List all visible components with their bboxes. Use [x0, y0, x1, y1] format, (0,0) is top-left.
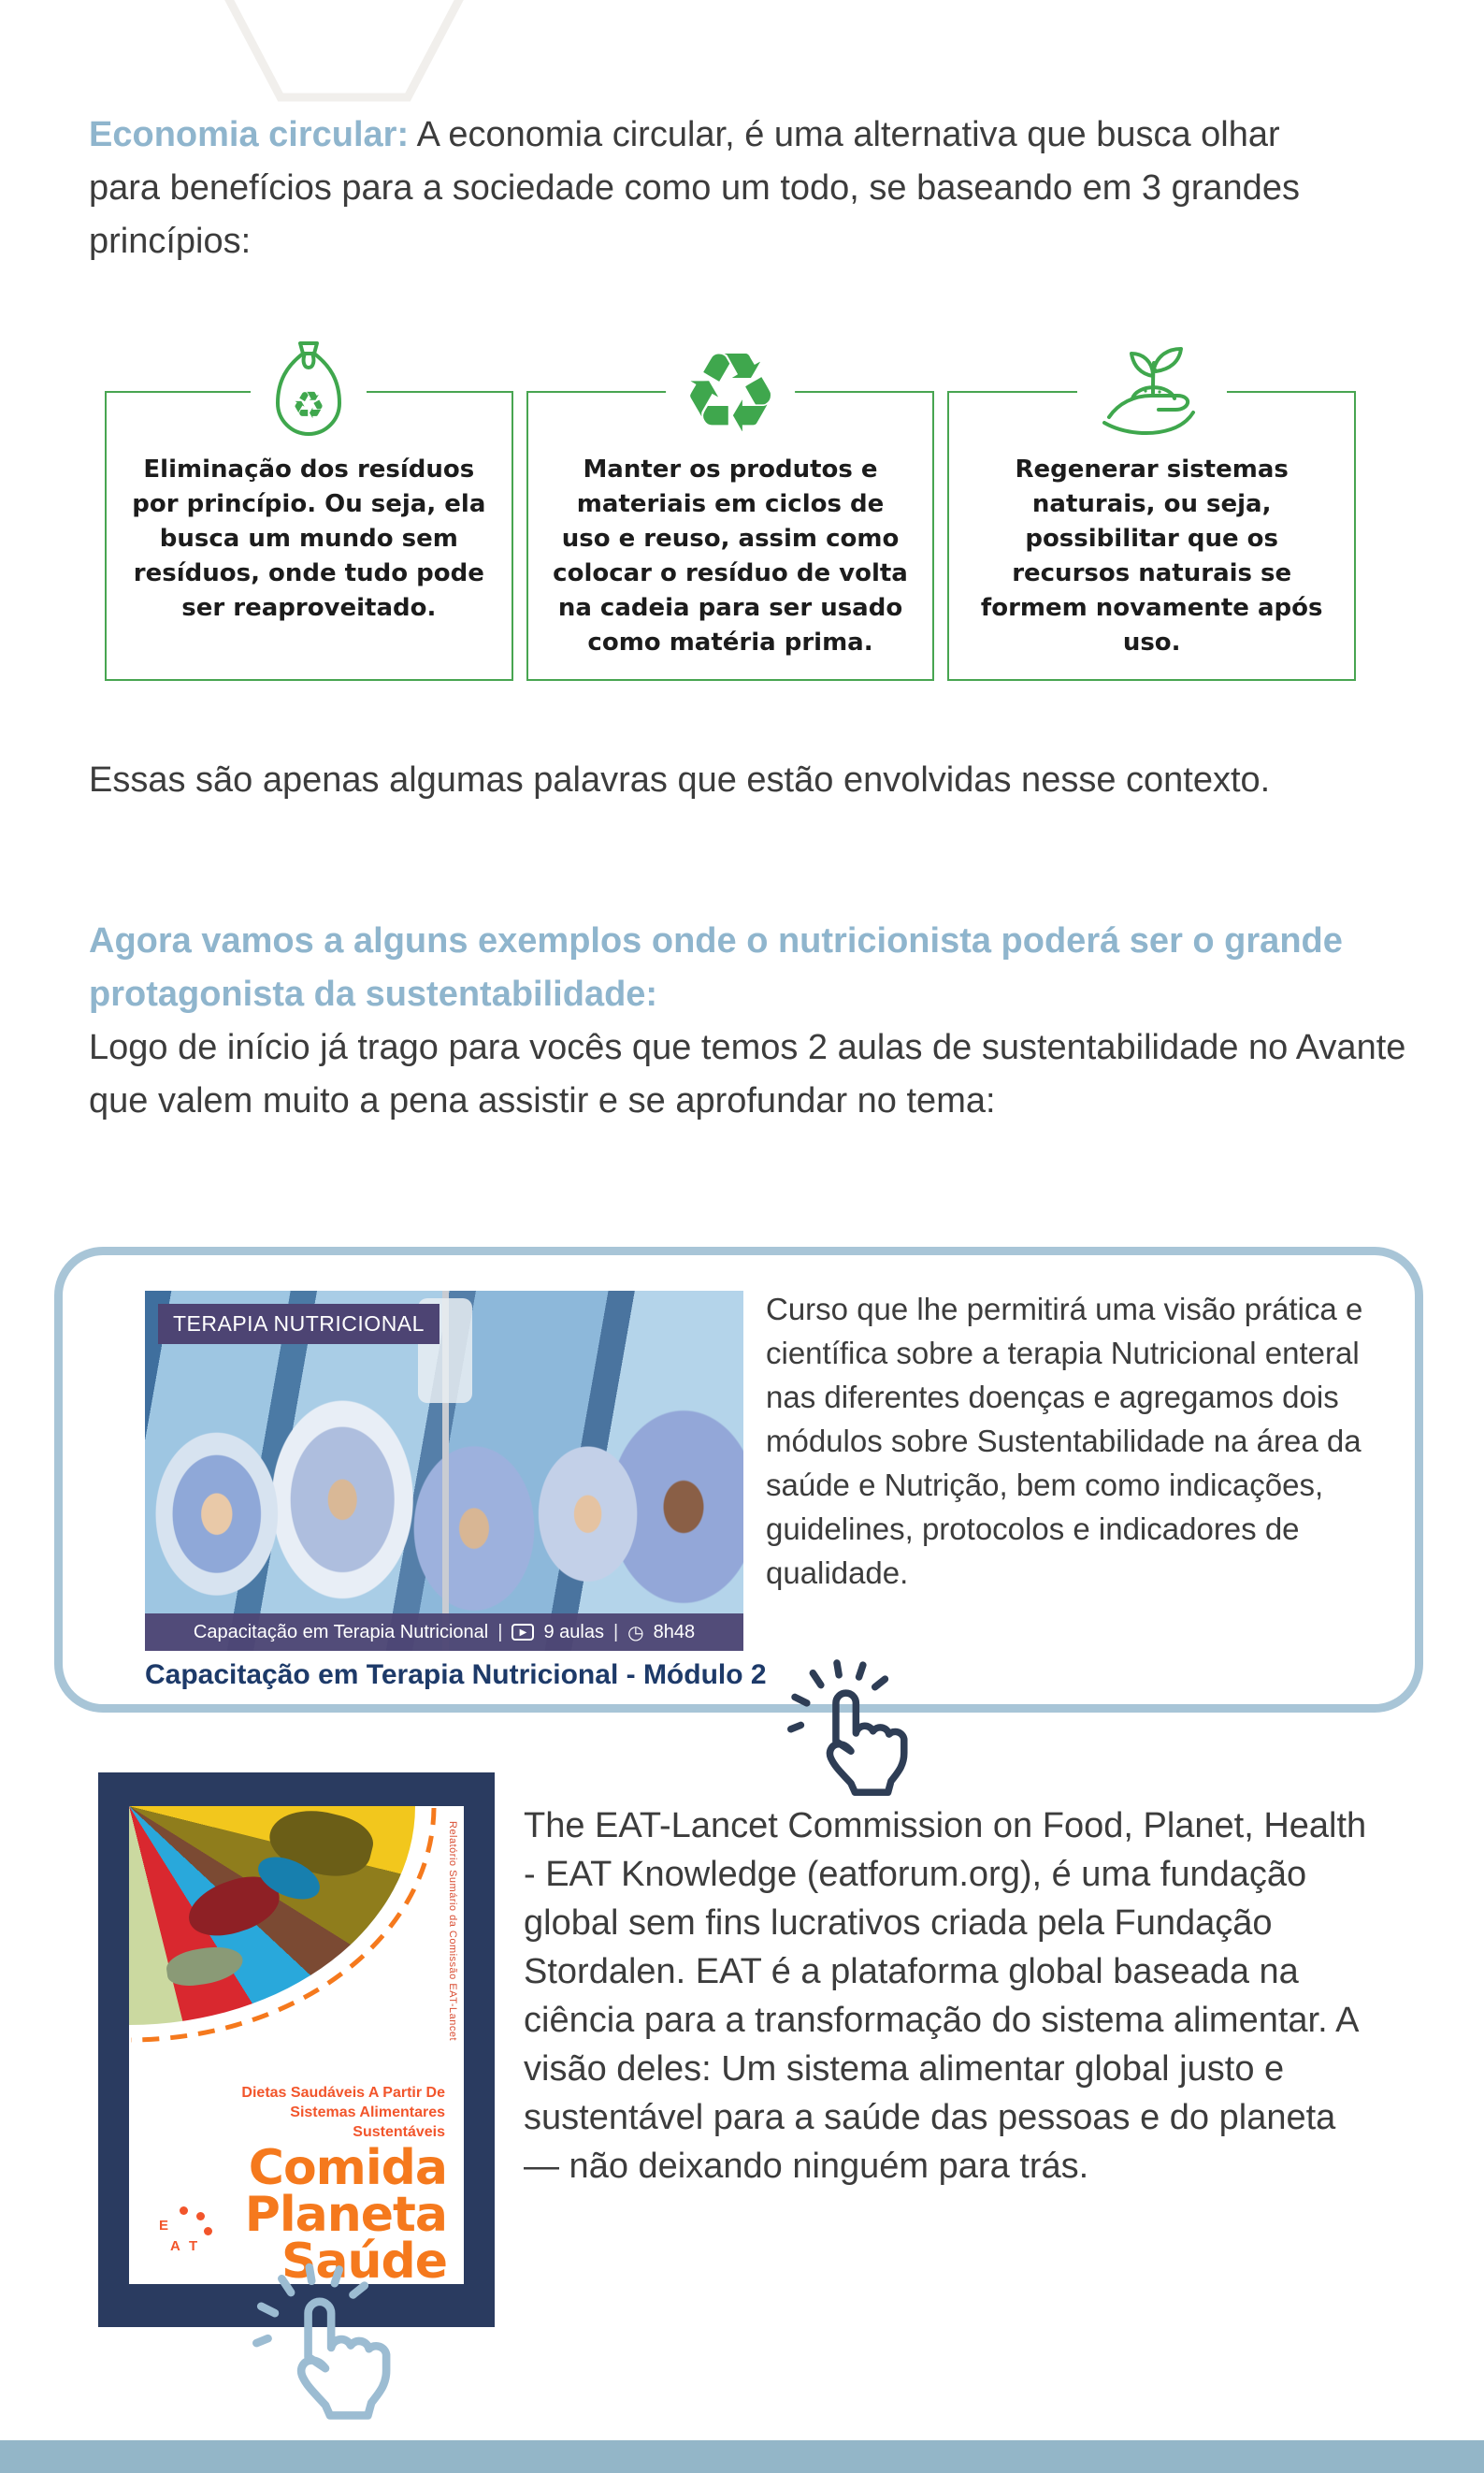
book-cover	[129, 1806, 464, 2284]
principles-row	[105, 328, 1356, 681]
clock-icon: ◷	[627, 1622, 644, 1643]
svg-text:♻: ♻	[292, 384, 326, 427]
course-photo	[145, 1291, 743, 1651]
click-hand-icon[interactable]	[790, 1663, 912, 1803]
meta-duration: 8h48	[653, 1621, 696, 1642]
meta-separator: |	[497, 1621, 503, 1642]
course-caption-link[interactable]: Capacitação em Terapia Nutricional - Módulo 2	[145, 1659, 767, 1690]
recycle-arrows-icon: ♻	[666, 335, 795, 451]
bottom-bar	[0, 2440, 1484, 2473]
course-photo-meta-bar	[145, 1613, 743, 1651]
intro-paragraph	[89, 108, 1347, 268]
book-comida-planeta-saude[interactable]	[98, 1772, 495, 2327]
book-subtitle: Dietas Saudáveis A Partir De Sistemas Alimentares Sustentáveis	[241, 2085, 445, 2140]
principle-box-regenerate-nature	[947, 391, 1356, 681]
examples-intro: Logo de início já trago para vocês que temos 2 aulas de sustentabilidade no Avante que valem muito a pena assistir e se aprofundar no tema:	[89, 1028, 1406, 1121]
eat-logo: E A T	[157, 2206, 223, 2259]
course-description: Curso que lhe permitirá uma visão prática e científica sobre a terapia Nutricional enteral nas diferentes doenças e agregamos dois módulos sobre Sustentabilidade na área da saúde e Nutrição, bem como indicações, guidelines, protocolos e indicadores de qualidade.	[766, 1292, 1363, 1590]
play-icon: ▶	[511, 1624, 534, 1641]
middle-note: Essas são apenas algumas palavras que estão envolvidas nesse contexto.	[89, 760, 1271, 800]
intro-text: A economia circular, é uma alternativa que busca olhar para benefícios para a sociedade como um todo, se baseando em 3 grandes princípios:	[89, 115, 1300, 261]
book-title	[244, 2140, 447, 2284]
principle-text: Regenerar sistemas naturais, ou seja, possibilitar que os recursos naturais se formem novamente após uso.	[980, 456, 1323, 657]
hand-plant-icon	[1077, 335, 1227, 451]
examples-heading: Agora vamos a alguns exemplos onde o nutricionista poderá ser o grande protagonista da sustentabilidade:	[89, 921, 1343, 1014]
book-title-line: Saúde	[281, 2234, 447, 2284]
principle-box-waste-elimination	[105, 384, 513, 681]
book-spine-text: Relatório Sumário da Comissão EAT-Lancet	[447, 1821, 458, 2042]
eat-lancet-description: The EAT-Lancet Commission on Food, Planet, Health - EAT Knowledge (eatforum.org), é uma fundação global sem fins lucrativos criada pela Fundação Stordalen. EAT é a plataforma global baseada na ciência para a transformação do sistema alimentar. A visão deles: Um sistema alimentar global justo e sustentável para a saúde das pessoas e do planeta — não deixando ninguém para trás.	[524, 1806, 1367, 2186]
examples-section	[89, 915, 1417, 1128]
meta-separator: |	[612, 1621, 619, 1642]
meta-title: Capacitação em Terapia Nutricional	[193, 1621, 489, 1642]
principle-text: Manter os produtos e materiais em ciclos de uso e reuso, assim como colocar o resíduo de volta na cadeia para ser usado como matéria prima.	[553, 456, 908, 657]
intro-highlight: Economia circular:	[89, 115, 410, 154]
book-title-line: Comida	[248, 2140, 447, 2196]
waste-bag-recycle-icon	[251, 335, 367, 451]
click-hand-icon[interactable]	[251, 2267, 400, 2428]
course-photo-label: TERAPIA NUTRICIONAL	[158, 1304, 439, 1344]
principle-box-reuse-cycles	[526, 328, 935, 681]
book-title-line: Planeta	[244, 2187, 447, 2243]
course-card-terapia-nutricional[interactable]	[54, 1247, 1423, 1713]
meta-lessons: 9 aulas	[543, 1621, 604, 1642]
principle-text: Eliminação dos resíduos por princípio. Ou seja, ela busca um mundo sem resíduos, onde tudo pode ser reaproveitado.	[132, 456, 486, 622]
hexagon-decoration	[198, 0, 479, 105]
